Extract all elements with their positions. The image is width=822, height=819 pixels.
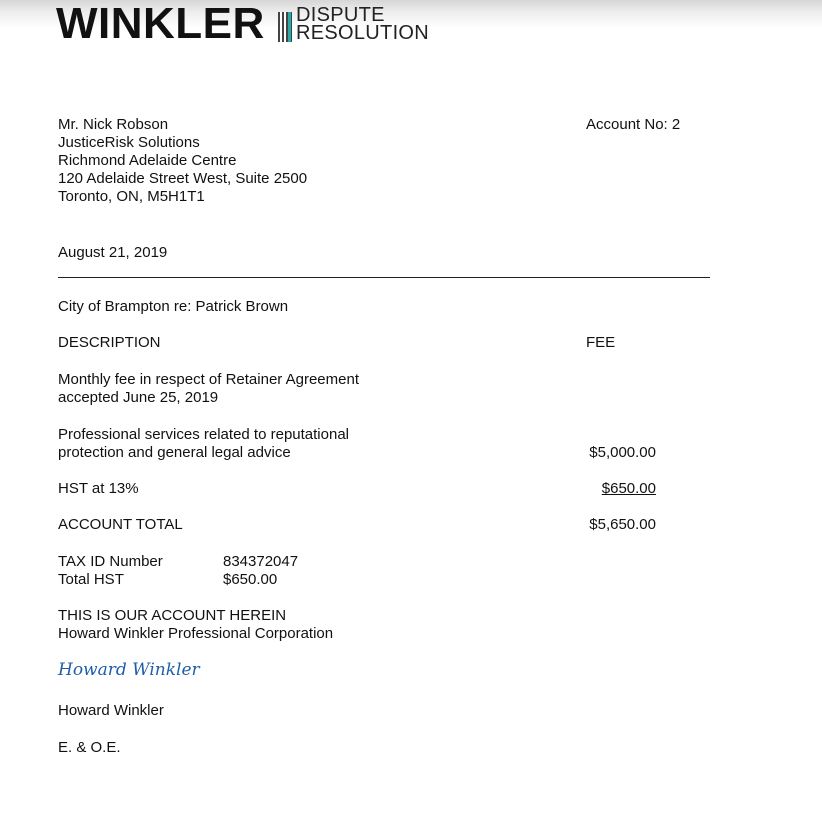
logo-brand: WINKLER [56, 0, 265, 48]
logo-subtitle-line2: RESOLUTION [296, 22, 430, 44]
signer-name: Howard Winkler [58, 702, 164, 719]
recipient-city: Toronto, ON, M5H1T1 [58, 188, 205, 205]
column-header-description: DESCRIPTION [58, 334, 161, 351]
hst-amount: $650.00 [601, 480, 656, 497]
tax-id-value: 834372047 [223, 553, 299, 570]
logo-subtitle-line1: DISPUTE [296, 4, 385, 26]
hst-amount-wrap [556, 480, 656, 498]
divider-rule [58, 277, 710, 278]
handwritten-signature: Howard Winkler [58, 660, 200, 680]
recipient-company: JusticeRisk Solutions [58, 134, 200, 151]
recipient-building: Richmond Adelaide Centre [58, 152, 237, 169]
total-hst-label: Total HST [58, 571, 124, 588]
line-item-fee: $5,000.00 [589, 444, 656, 461]
line-item-description-2: protection and general legal advice [58, 444, 291, 461]
line-item-description-2: accepted June 25, 2019 [58, 389, 219, 406]
total-amount: $5,650.00 [589, 516, 656, 533]
recipient-street: 120 Adelaide Street West, Suite 2500 [58, 170, 308, 187]
invoice-date: August 21, 2019 [58, 244, 168, 261]
logo-subtitle [296, 6, 429, 42]
closing-line-2: Howard Winkler Professional Corporation [58, 625, 334, 642]
tax-id-label: TAX ID Number [58, 553, 163, 570]
recipient-name: Mr. Nick Robson [58, 116, 169, 133]
line-item-description-1: Monthly fee in respect of Retainer Agreement [58, 371, 359, 388]
hst-label: HST at 13% [58, 480, 139, 497]
total-hst-value: $650.00 [223, 571, 278, 588]
column-header-fee: FEE [586, 334, 616, 351]
total-label: ACCOUNT TOTAL [58, 516, 183, 533]
line-item-description-1: Professional services related to reputational [58, 426, 349, 443]
closing-line-1: THIS IS OUR ACCOUNT HEREIN [58, 607, 287, 624]
logo-accent-bar [288, 12, 291, 42]
eoe-note: E. & O.E. [58, 739, 121, 756]
account-number: Account No: 2 [586, 116, 681, 133]
matter-title: City of Brampton re: Patrick Brown [58, 298, 289, 315]
